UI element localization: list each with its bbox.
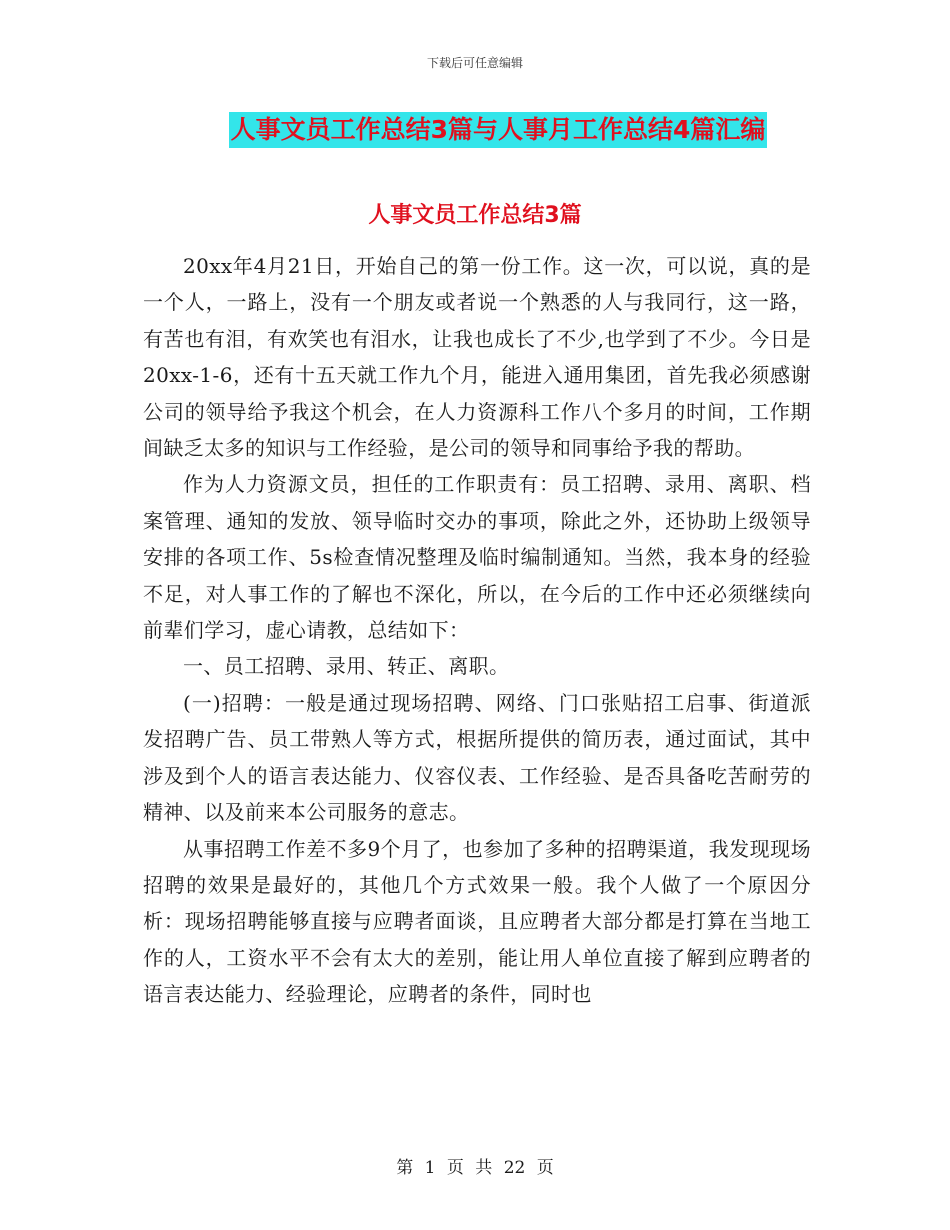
page-footer: 第 1 页 共 22 页 xyxy=(396,1158,554,1178)
paragraph: 20xx年4月21日，开始自己的第一份工作。这一次，可以说，真的是一个人，一路上，没有一个朋友或者说一个熟悉的人与我同行，这一路，有苦也有泪，有欢笑也有泪水，让我也成长了不少,也学到了不少。今日是20xx-1-6，还有十五天就工作九个月，能进入通用集团，首先我必须感谢公司的领导给予我这个机会，在人力资源科工作八个多月的时间，工作期间缺乏太多的知识与工作经验，是公司的领导和同事给予我的帮助。 xyxy=(143,254,811,461)
paragraph: 一、员工招聘、录用、转正、离职。 xyxy=(183,654,510,679)
paragraph: 从事招聘工作差不多9个月了，也参加了多种的招聘渠道，我发现现场招聘的效果是最好的，其他几个方式效果一般。我个人做了一个原因分析：现场招聘能够直接与应聘者面谈，且应聘者大部分都是打算在当地工作的人，工资水平不会有太大的差别，能让用人单位直接了解到应聘者的语言表达能力、经验理论，应聘者的条件，同时也 xyxy=(143,836,811,1007)
header-note: 下载后可任意编辑 xyxy=(426,56,523,70)
paragraph: (一)招聘：一般是通过现场招聘、网络、门口张贴招工启事、街道派发招聘广告、员工带熟人等方式，根据所提供的简历表，通过面试，其中涉及到个人的语言表达能力、仪容仪表、工作经验、是否具备吃苦耐劳的精神、以及前来本公司服务的意志。 xyxy=(143,690,811,825)
section-title: 人事文员工作总结3篇 xyxy=(368,203,582,228)
document-body xyxy=(143,248,811,1013)
paragraph: 作为人力资源文员，担任的工作职责有：员工招聘、录用、离职、档案管理、通知的发放、领导临时交办的事项，除此之外，还协助上级领导安排的各项工作、5s检查情况整理及临时编制通知。当然，我本身的经验不足，对人事工作的了解也不深化，所以，在今后的工作中还必须继续向前辈们学习，虚心请教，总结如下： xyxy=(143,472,811,643)
document-title: 人事文员工作总结3篇与人事月工作总结4篇汇编 xyxy=(229,112,768,148)
main-title-container xyxy=(0,112,950,148)
